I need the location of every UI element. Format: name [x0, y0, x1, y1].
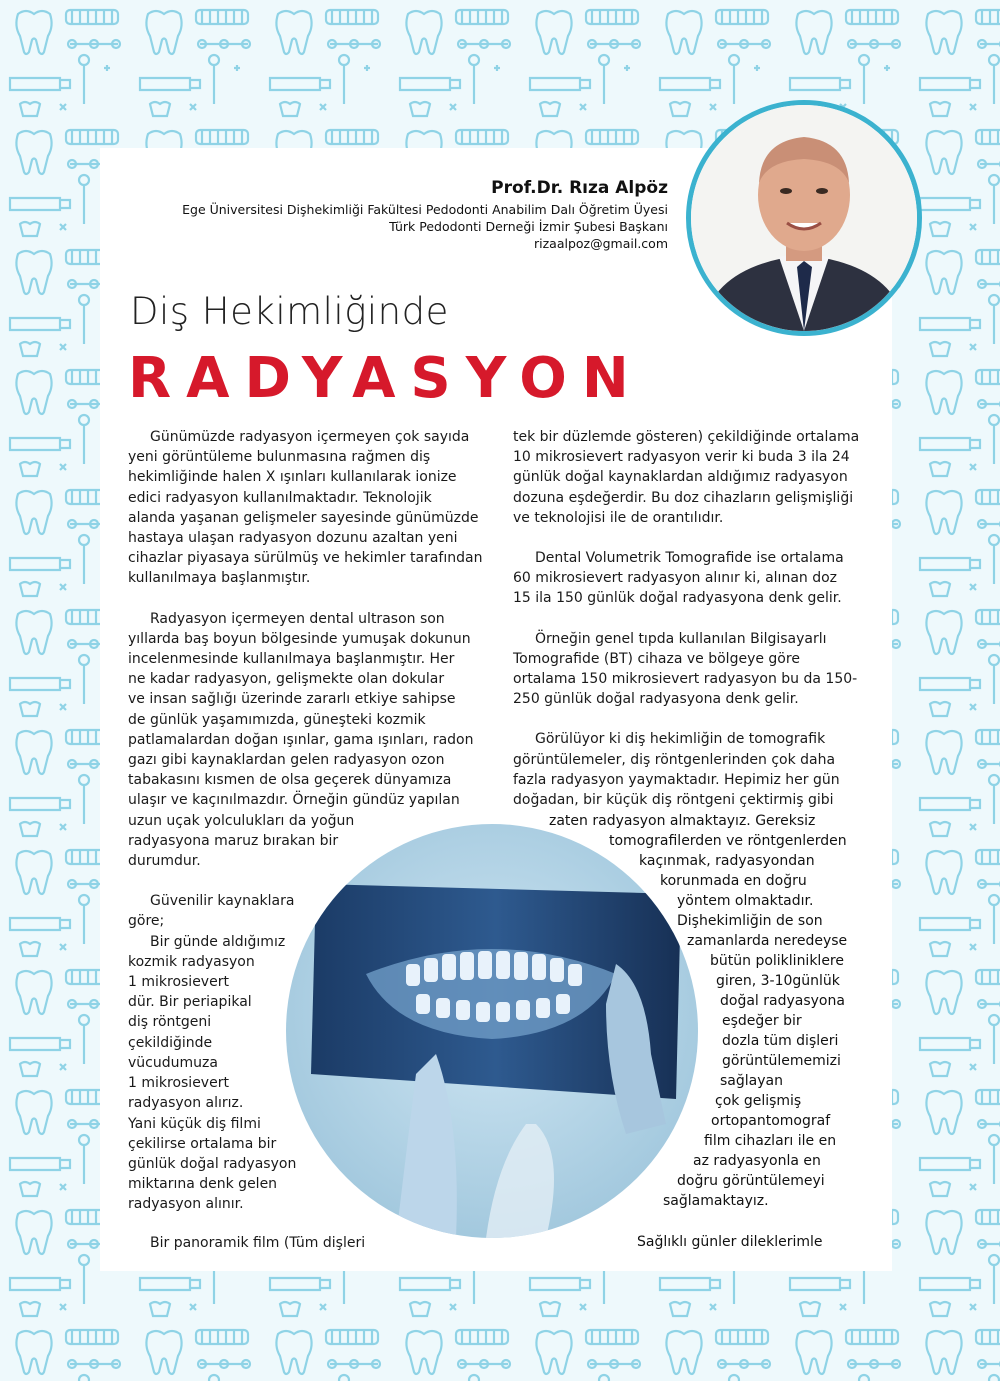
wrap-line: doğru görüntülemeyi — [677, 1173, 825, 1189]
wrap-line: Dişhekimliğin de son — [677, 913, 823, 929]
wrap-line: sağlayan — [720, 1073, 783, 1089]
author-affiliation-association: Türk Pedodonti Derneği İzmir Şubesi Başkanı — [389, 219, 668, 234]
left-paragraph-5: Bir panoramik film (Tüm dişleri — [150, 1234, 366, 1251]
wrap-line: giren, 3-10günlük — [716, 973, 840, 989]
wrap-line: eşdeğer bir — [722, 1013, 802, 1029]
author-photo — [686, 100, 922, 336]
article-title-line2: RADYASYON — [128, 346, 644, 411]
article-title-line1: Diş Hekimliğinde — [130, 290, 449, 333]
wrap-line: az radyasyonla en — [693, 1153, 821, 1169]
wrap-line: görüntülememizi — [722, 1053, 841, 1069]
right-paragraph-3: Örneğin genel tıpda kullanılan Bilgisayarlı Tomografide (BT) cihaza ve bölgeye göre ortalama 150 mikrosievert radyasyon bu da 150- 250 günlük doğal radyasyona denk gelir. — [513, 630, 858, 708]
wrap-line: dozla tüm dişleri — [722, 1033, 839, 1049]
right-paragraph-1: tek bir düzlemde gösteren) çekildiğinde ortalama 10 mikrosievert radyasyon verir ki buda 3 ila 24 günlük doğal kaynaklardan aldığımız radyasyon dozuna eşdeğerdir. Bu doz cihazların gelişmişliği ve teknolojisi ile de orantılıdır. — [513, 429, 860, 526]
author-email[interactable]: rizaalpoz@gmail.com — [534, 236, 668, 251]
wrap-line: yöntem olmaktadır. — [677, 893, 814, 909]
left-paragraph-3: Güvenilir kaynaklara göre; — [128, 893, 295, 930]
left-paragraph-2: Radyasyon içermeyen dental ultrason son yıllarda baş boyun bölgesinde yumuşak dokunun incelenmesinde kullanılmaya başlanmıştır. Her ne kadar radyasyon, gelişmekte olan dokular ve insan sağlığı üzerinde zararlı etkiye sahipse de günlük yaşamımızda, güneşteki kozmik patlamalardan doğan ışınlar, gama ışınları, radon gazı gibi kaynaklardan gelen radyasyon ozon tabakasını kısmen de olsa geçerek dünyamıza ulaşır ve kaçınılmazdır. Örneğin gündüz yapılan uzun uçak yolculukları da yoğun radyasyona maruz bırakan bir durumdur. — [128, 610, 474, 870]
closing-greeting: Sağlıklı günler dileklerimle — [637, 1234, 823, 1250]
wrap-line: çok gelişmiş — [715, 1093, 802, 1109]
wrap-line: kaçınmak, radyasyondan — [639, 853, 815, 869]
author-name: Prof.Dr. Rıza Alpöz — [491, 178, 668, 198]
wrap-line: korunmada en doğru — [660, 873, 807, 889]
right-paragraph-2: Dental Volumetrik Tomografide ise ortalama 60 mikrosievert radyasyon alınır ki, alınan doz 15 ila 150 günlük doğal radyasyona denk gelir. — [513, 550, 844, 607]
wrap-line: zaten radyasyon almaktayız. Gereksiz — [549, 813, 816, 829]
dental-xray-image — [286, 824, 698, 1238]
left-paragraph-4: Bir günde aldığımız kozmik radyasyon 1 mikrosievert dür. Bir periapikal diş röntgeni çekildiğinde vücudumuza 1 mikrosievert radyasyon alırız. Yani küçük diş filmi çekilirse ortalama bir günlük doğal radyasyon miktarına denk gelen radyasyon alınır. — [128, 933, 297, 1213]
wrap-line: sağlamaktayız. — [663, 1193, 769, 1209]
wrap-line: zamanlarda neredeyse — [687, 933, 848, 949]
left-paragraph-1: Günümüzde radyasyon içermeyen çok sayıda yeni görüntüleme bulunmasına rağmen diş hekimliğinde halen X ışınları kullanılarak ionize edici radyasyon kullanılmaktadır. Teknolojik alanda yaşanan gelişmeler sayesinde günümüzde hastaya ulaşan radyasyon dozunu azaltan yeni cihazlar piyasaya sürülmüş ve hekimler tarafından kullanılmaya başlanmıştır. — [128, 429, 483, 587]
right-paragraph-4: Görülüyor ki diş hekimliğin de tomografik görüntülemeler, diş röntgenlerinden çok daha fazla radyasyon yaymaktadır. Hepimiz her gün doğadan, bir küçük diş röntgeni çektirmiş gibi — [513, 731, 840, 809]
wrap-line: tomografilerden ve röntgenlerden — [609, 833, 847, 849]
wrap-line: bütün polikliniklere — [710, 953, 844, 969]
author-affiliation-university: Ege Üniversitesi Dişhekimliği Fakültesi Pedodonti Anabilim Dalı Öğretim Üyesi — [182, 202, 668, 217]
author-block — [182, 178, 668, 252]
wrap-line: film cihazları ile en — [704, 1133, 837, 1149]
wrap-line: doğal radyasyona — [720, 993, 845, 1009]
right-column — [513, 427, 873, 810]
wrap-line: ortopantomograf — [711, 1113, 831, 1129]
